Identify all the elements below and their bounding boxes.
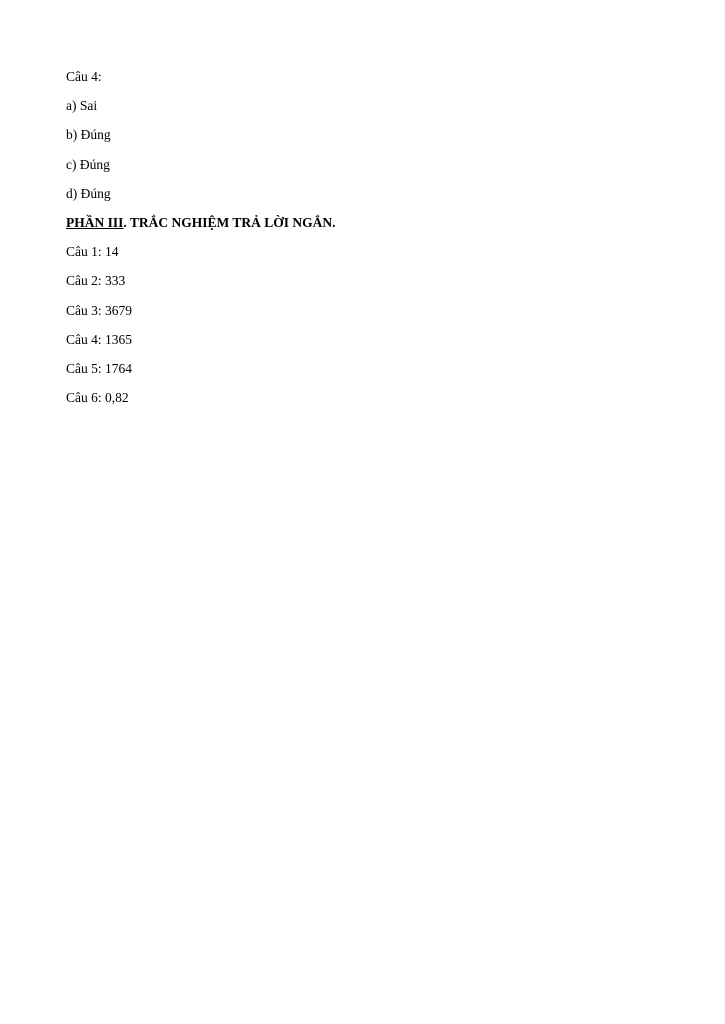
option-d: d) Đúng bbox=[66, 185, 111, 201]
section-heading-title: . TRẮC NGHIỆM TRẢ LỜI NGẮN. bbox=[123, 214, 336, 230]
short-answer-2: Câu 2: 333 bbox=[66, 273, 126, 289]
section-heading-part-3 bbox=[66, 214, 666, 243]
short-answer-4: Câu 4: 1365 bbox=[66, 331, 132, 347]
question-4-label: Câu 4: bbox=[66, 69, 102, 84]
short-answer-1: Câu 1: 14 bbox=[66, 244, 119, 260]
option-c: c) Đúng bbox=[66, 156, 110, 172]
answer-key-content bbox=[66, 68, 666, 418]
option-a: a) Sai bbox=[66, 98, 98, 114]
short-answer-5: Câu 5: 1764 bbox=[66, 360, 132, 376]
short-answer-3: Câu 3: 3679 bbox=[66, 302, 132, 318]
section-heading-label: PHẦN III bbox=[66, 214, 124, 230]
short-answer-6: Câu 6: 0,82 bbox=[66, 390, 129, 406]
option-b: b) Đúng bbox=[66, 127, 111, 143]
